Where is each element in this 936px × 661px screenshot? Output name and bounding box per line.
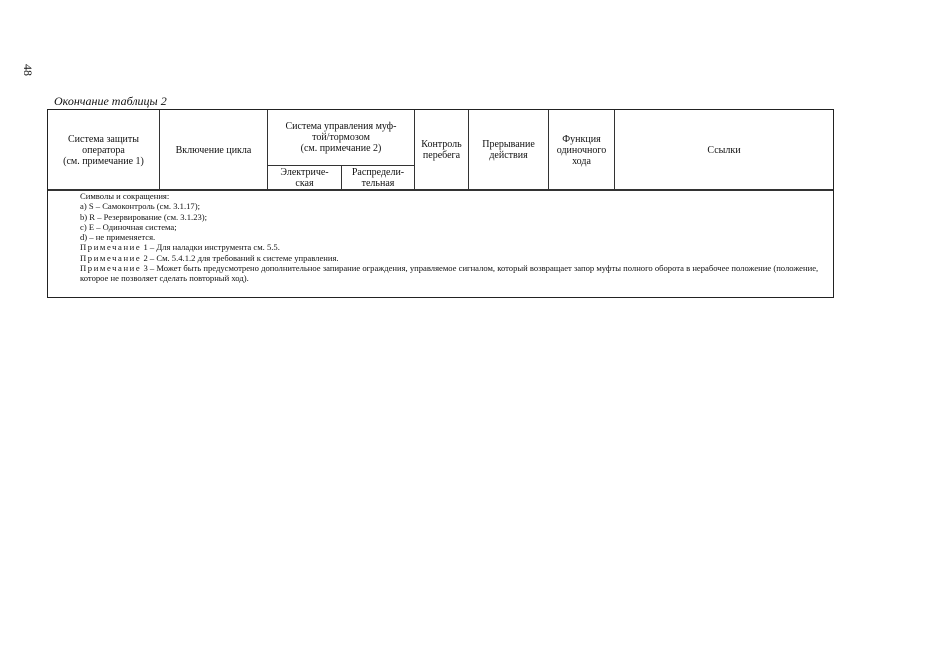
header-text: Ссылки	[707, 144, 741, 156]
header-cycle-start	[160, 110, 267, 190]
header-clutch-brake-control	[268, 118, 414, 156]
header-distribution	[342, 166, 414, 190]
header-text: Система защиты	[67, 133, 139, 145]
header-text: хода	[572, 155, 591, 167]
note-1	[48, 242, 833, 252]
header-text: Распредели-	[351, 167, 405, 178]
table-2-continuation	[47, 109, 834, 298]
table-notes	[48, 191, 833, 284]
note-text: 2 – См. 5.4.1.2 для требований к системе управления.	[143, 252, 339, 263]
header-text: Электриче-	[280, 167, 329, 178]
header-operator-protection	[48, 110, 159, 190]
header-text: ская	[295, 178, 314, 189]
note-2	[48, 253, 833, 263]
header-text: одиночного	[556, 144, 607, 156]
header-electrical	[268, 166, 341, 190]
note-text: 1 – Для наладки инструмента см. 5.5.	[143, 242, 280, 253]
header-text: Система управления муф-	[285, 120, 397, 132]
header-text: (см. примечание 1)	[63, 155, 144, 167]
note-3	[48, 263, 833, 284]
header-overtravel-control	[415, 110, 468, 190]
note-text: 3 – Может быть предусмотрено дополнительное запирание ограждения, управляемое сигналом, который возвращает запор муфты полного оборота в нерабочее положение (положение, которое не позволяет сделать повторный ход).	[80, 263, 819, 284]
note-label: Примечание	[80, 252, 142, 263]
header-references	[615, 110, 833, 190]
header-text: той/тормозом	[312, 131, 370, 143]
note-label: Примечание	[80, 242, 142, 253]
header-text: тельная	[361, 178, 395, 189]
header-action-interrupt	[469, 110, 548, 190]
header-text: Контроль	[421, 139, 462, 150]
symbol-item: b) R – Резервирование (см. 3.1.23);	[80, 211, 208, 222]
symbols-title: Символы и сокращения:	[80, 191, 170, 201]
header-text: Включение цикла	[175, 144, 252, 156]
page-number: 48	[21, 64, 35, 76]
header-text: Функция	[562, 133, 601, 145]
header-text: Прерывание	[482, 139, 535, 150]
header-text: перебега	[422, 150, 461, 161]
symbol-item: d) – не применяется.	[80, 232, 156, 243]
table-caption: Окончание таблицы 2	[54, 94, 167, 108]
header-single-stroke	[549, 110, 614, 190]
note-label: Примечание	[80, 263, 142, 274]
header-text: оператора	[82, 144, 125, 156]
symbol-item: a) S – Самоконтроль (см. 3.1.17);	[80, 201, 200, 212]
header-text: действия	[489, 150, 528, 161]
header-text: (см. примечание 2)	[300, 142, 382, 154]
symbol-item: c) E – Одиночная система;	[80, 221, 177, 232]
